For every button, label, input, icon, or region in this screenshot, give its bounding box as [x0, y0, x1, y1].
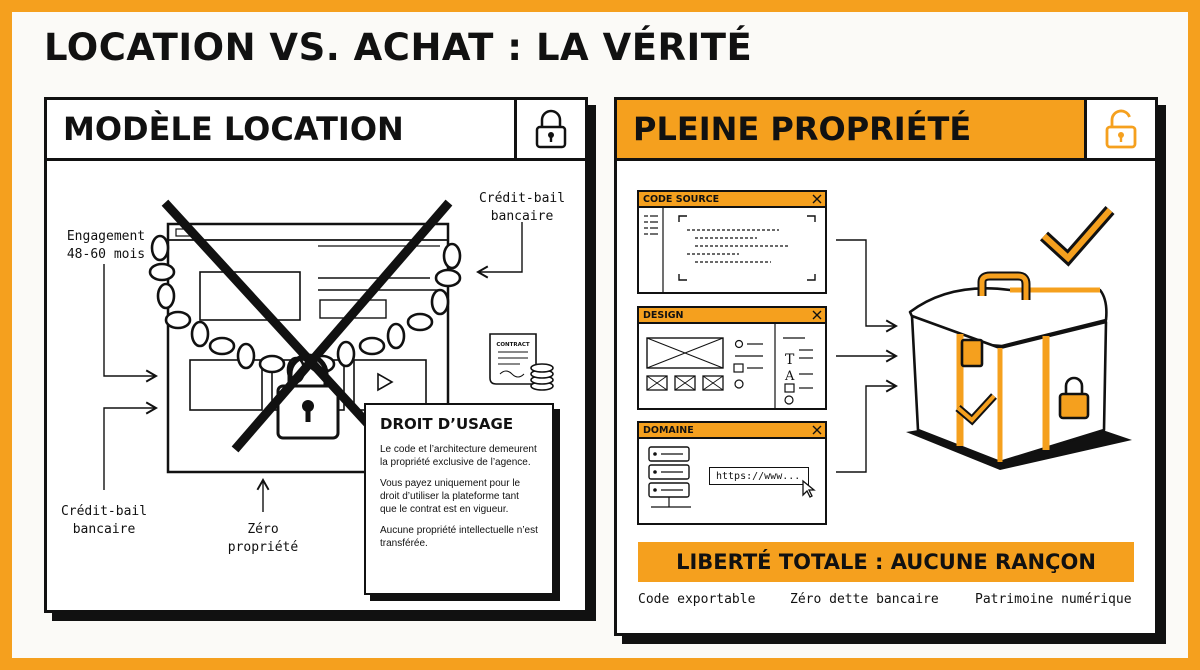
usage-rights-card	[364, 403, 554, 595]
footer-code-exportable: Code exportable	[638, 592, 756, 607]
freedom-banner: LIBERTÉ TOTALE : AUCUNE RANÇON	[638, 542, 1134, 582]
domain-window-title: DOMAINE	[643, 424, 694, 436]
close-icon	[812, 425, 822, 435]
code-source-window	[637, 190, 827, 294]
design-window	[637, 306, 827, 410]
usage-paragraph-2: Vous payez uniquement pour le droit d’utiliser la plateforme tant que le contrat est en vigueur.	[380, 478, 521, 515]
close-icon	[812, 194, 822, 204]
close-icon	[812, 310, 822, 320]
svg-text:T: T	[785, 352, 795, 368]
coin-stack-icon	[531, 364, 553, 390]
main-title: LOCATION VS. ACHAT : LA VÉRITÉ	[44, 26, 753, 69]
code-editor-illustration	[639, 208, 825, 292]
server-icon	[647, 445, 697, 515]
code-source-window-title: CODE SOURCE	[643, 193, 720, 205]
footer-zero-debt: Zéro dette bancaire	[790, 592, 939, 607]
svg-text:A: A	[785, 369, 795, 384]
url-text: https://www...	[716, 470, 801, 482]
credit-bail-top-label: Crédit-bail bancaire	[478, 191, 566, 224]
design-mockup-illustration	[639, 324, 825, 408]
unlocked-padlock-icon	[1104, 109, 1138, 149]
usage-rights-title: DROIT D’USAGE	[380, 415, 514, 433]
ownership-header	[617, 100, 1155, 161]
footer-digital-asset: Patrimoine numérique	[975, 592, 1132, 607]
ownership-lock-box	[1084, 100, 1155, 158]
engagement-label: Engagement 48-60 mois	[66, 229, 146, 262]
credit-bail-bottom-label: Crédit-bail bancaire	[60, 504, 148, 537]
domain-window	[637, 421, 827, 525]
contract-icon	[490, 334, 536, 384]
cursor-icon	[801, 479, 817, 499]
zero-ownership-label: Zéro propriété	[227, 522, 299, 555]
url-field	[709, 467, 809, 485]
svg-text:CONTRACT: CONTRACT	[496, 342, 530, 348]
design-window-title: DESIGN	[643, 309, 684, 321]
usage-paragraph-1: Le code et l’architecture demeurent la propriété exclusive de l’agence.	[380, 444, 537, 468]
usage-paragraph-3: Aucune propriété intellectuelle n’est transférée.	[380, 525, 538, 549]
rental-title: MODÈLE LOCATION	[63, 110, 404, 148]
ownership-title: PLEINE PROPRIÉTÉ	[617, 100, 1084, 158]
